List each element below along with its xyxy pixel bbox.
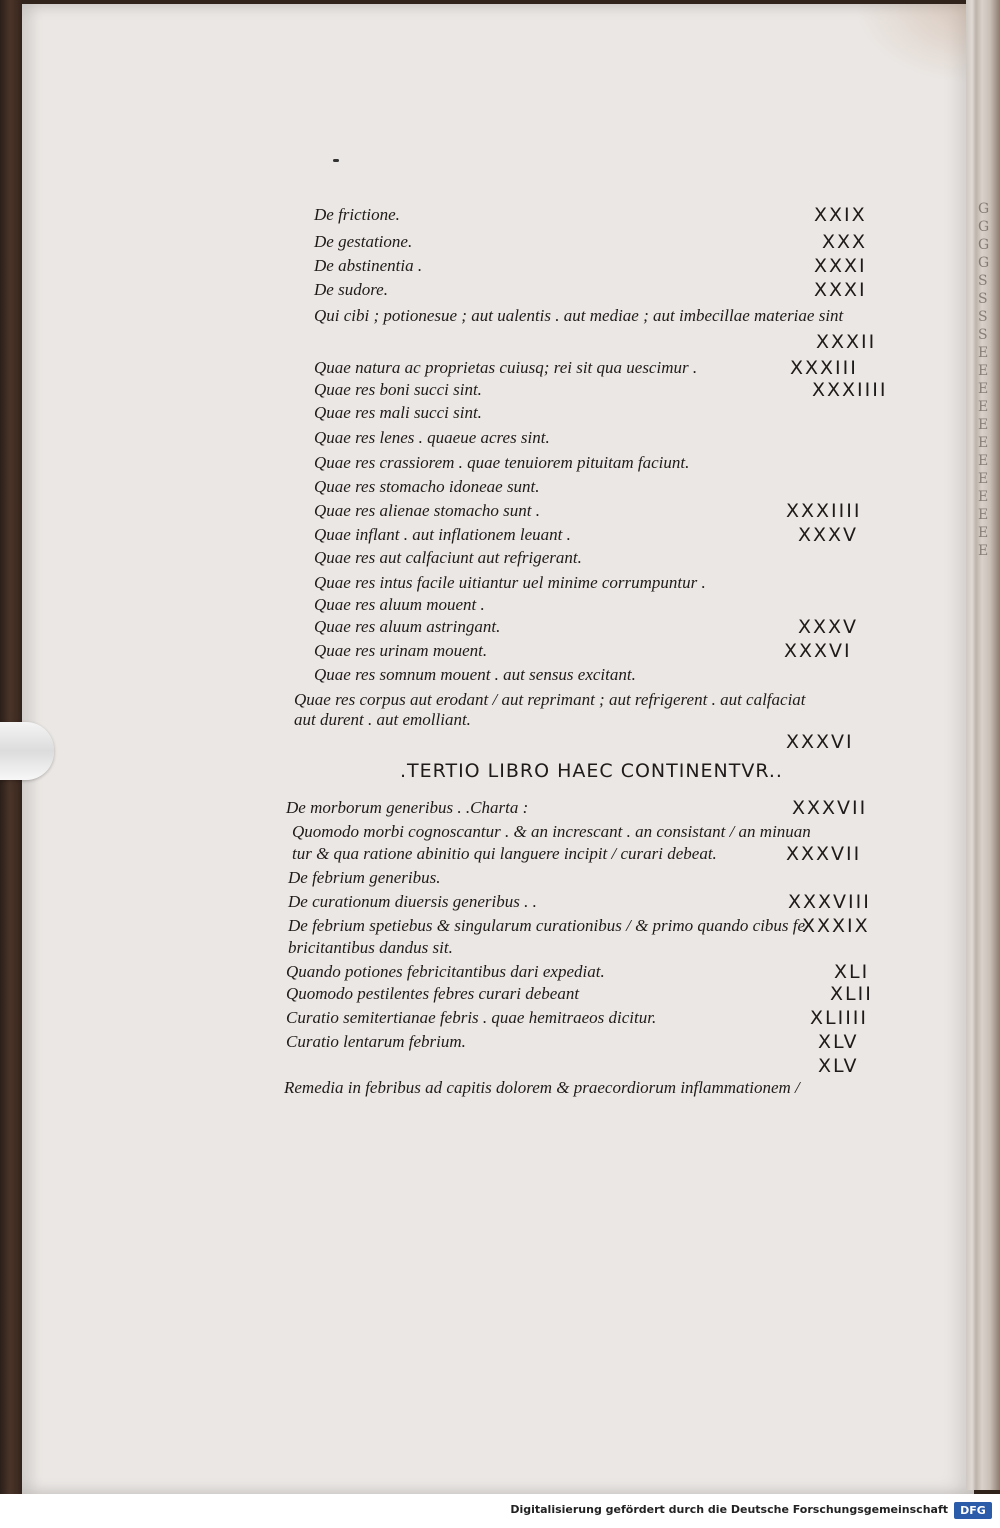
edge-bleed: GGGGSSSSEEEEEEEEEEEE	[978, 201, 990, 559]
toc-entry-text: Quae res aut calfaciunt aut refrigerant.	[314, 548, 582, 567]
digitization-footer	[0, 1494, 1000, 1528]
toc-entry-text: Quae res stomacho idoneae sunt.	[314, 477, 540, 496]
toc-entry-folio: XXXIIII	[786, 500, 862, 522]
toc-entry-text: Quae res crassiorem . quae tenuiorem pituitam faciunt.	[314, 453, 690, 472]
toc-entry-text: Quae res aluum astringant.	[314, 617, 501, 636]
toc-entry-text: Quae res mali succi sint.	[314, 403, 482, 422]
toc-entry-text: De frictione.	[314, 205, 400, 224]
page-edge	[966, 0, 1000, 1490]
toc-entry-folio: XXXVIII	[788, 891, 871, 913]
toc-entry-folio: XXX	[822, 231, 868, 253]
toc-entry-folio: XXXV	[798, 616, 859, 638]
toc-entry-text: De curationum diuersis generibus . .	[288, 892, 537, 911]
toc-entry-text: Remedia in febribus ad capitis dolorem & praecordiorum inflammationem /	[284, 1078, 800, 1097]
toc-entry-text: Quae res lenes . quaeue acres sint.	[314, 428, 550, 447]
toc-entry-folio: XLV	[818, 1031, 859, 1053]
toc-entry-text: Quae inflant . aut inflationem leuant .	[314, 525, 571, 544]
toc-entry-text: De febrium spetiebus & singularum curationibus / & primo quando cibus fe	[288, 916, 806, 935]
toc-entry-text: bricitantibus dandus sit.	[288, 938, 453, 957]
toc-entry-text: Curatio lentarum febrium.	[286, 1032, 466, 1051]
toc-entry-folio: XXIX	[814, 204, 867, 226]
ink-mark	[333, 159, 339, 162]
toc-entry-folio: XXXI	[814, 255, 867, 277]
toc-entry-folio: XLI	[834, 961, 870, 983]
toc-entry-folio: XXXII	[816, 331, 877, 353]
dfg-logo: DFG	[954, 1502, 992, 1519]
toc-entry-text: De febrium generibus.	[288, 868, 441, 887]
toc-entry-text: De gestatione.	[314, 232, 413, 251]
toc-entry-text: De sudore.	[314, 280, 388, 299]
toc-entry-folio: XXXVI	[786, 731, 854, 753]
toc-entry-text: De abstinentia .	[314, 256, 423, 275]
toc-entry-folio: XLII	[830, 983, 873, 1005]
toc-entry-folio: XXXIIII	[812, 379, 888, 401]
toc-entry-text: Quae natura ac proprietas cuiusq; rei sit qua uescimur .	[314, 358, 698, 377]
toc-entry-text: Qui cibi ; potionesue ; aut ualentis . aut mediae ; aut imbecillae materiae sint	[314, 306, 844, 325]
toc-entry-folio: XXXV	[798, 524, 859, 546]
toc-entry-folio: XXXVII	[786, 843, 862, 865]
toc-entry-folio: XXXVI	[784, 640, 852, 662]
toc-entry-text: Quae res boni succi sint.	[314, 380, 482, 399]
toc-entry-text: Quomodo morbi cognoscantur . & an increscant . an consistant / an minuan	[292, 822, 811, 841]
page-stain	[854, 4, 974, 84]
toc-entry-folio: XLV	[818, 1055, 859, 1077]
toc-entry-text: aut durent . aut emolliant.	[294, 710, 471, 729]
toc-entry-text: tur & qua ratione abinitio qui languere incipit / curari debeat.	[292, 844, 717, 863]
toc-entry-folio: XXXVII	[792, 797, 868, 819]
toc-entry-text: Quae res alienae stomacho sunt .	[314, 501, 541, 520]
toc-entry-text: Quae res aluum mouent .	[314, 595, 485, 614]
toc-entry-text: Quomodo pestilentes febres curari debeant	[286, 984, 580, 1003]
page-clip	[0, 722, 54, 780]
toc-entry-text: Quae res urinam mouent.	[314, 641, 488, 660]
section-heading: .TERTIO LIBRO HAEC CONTINENTVR..	[400, 760, 783, 782]
toc-entry-text: De morborum generibus . .Charta :	[286, 798, 529, 817]
toc-entry-text: Quando potiones febricitantibus dari expediat.	[286, 962, 605, 981]
toc-entry-folio: XXXIX	[802, 915, 870, 937]
toc-entry-text: Quae res intus facile uitiantur uel minime corrumpuntur .	[314, 573, 706, 592]
footer-credit: Digitalisierung gefördert durch die Deutsche Forschungsgemeinschaft	[510, 1503, 948, 1516]
toc-entry-folio: XXXI	[814, 279, 867, 301]
toc-entry-folio: XLIIII	[810, 1007, 869, 1029]
toc-entry-text: Curatio semitertianae febris . quae hemitraeos dicitur.	[286, 1008, 657, 1027]
book-page	[22, 4, 974, 1494]
toc-entry-text: Quae res corpus aut erodant / aut reprimant ; aut refrigerent . aut calfaciat	[294, 690, 806, 709]
toc-entry-text: Quae res somnum mouent . aut sensus excitant.	[314, 665, 636, 684]
toc-entry-folio: XXXIII	[790, 357, 858, 379]
